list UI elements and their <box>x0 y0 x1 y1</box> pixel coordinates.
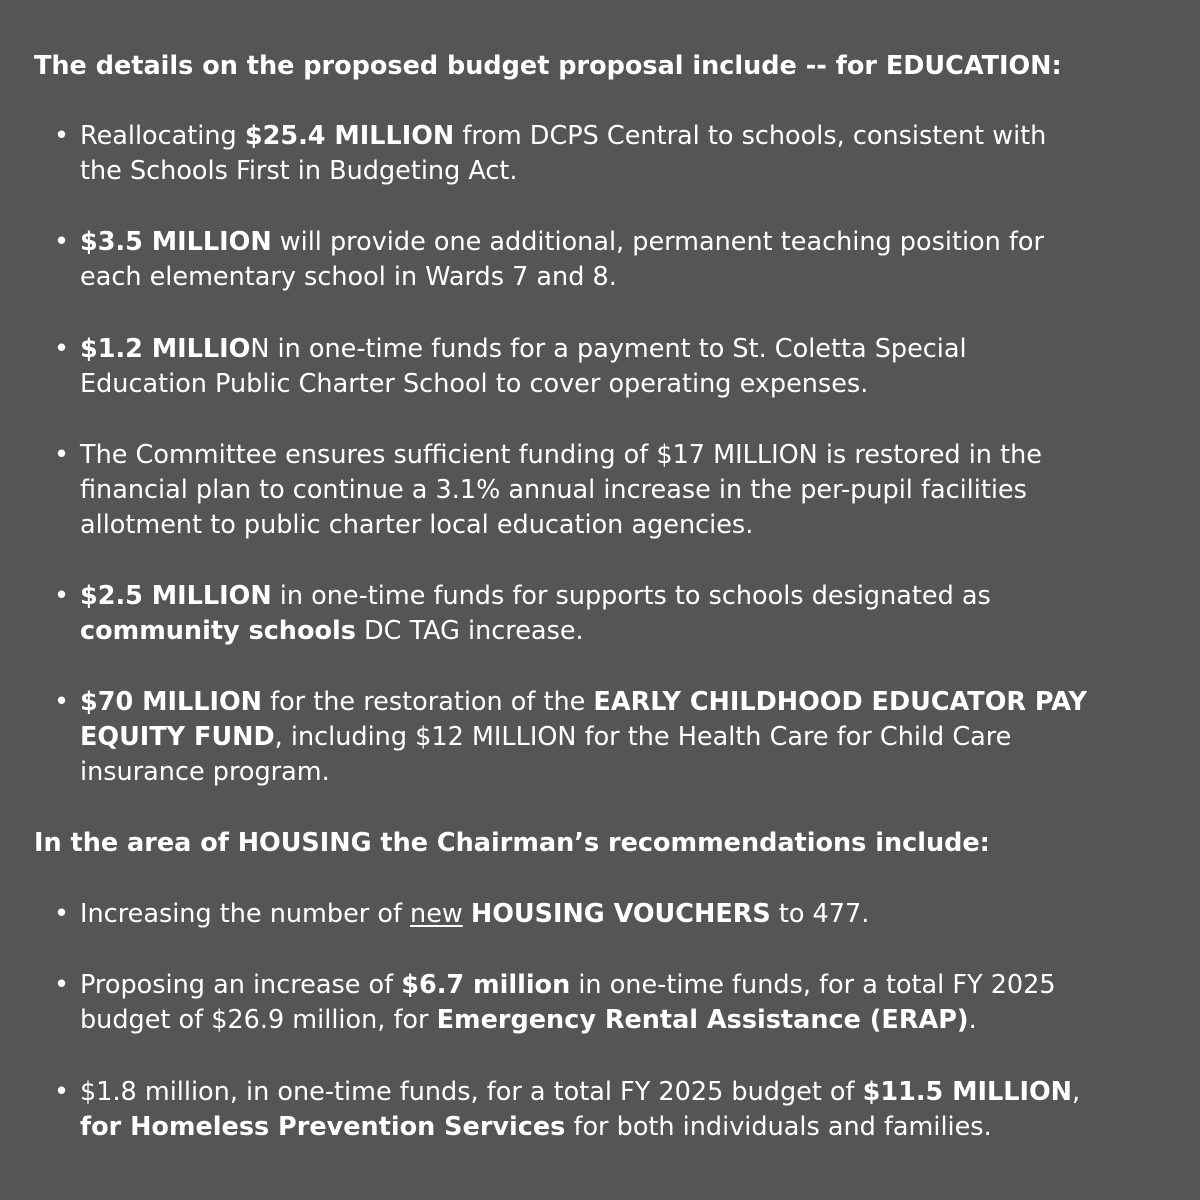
housing-heading: In the area of HOUSING the Chairman’s recommendations include: <box>34 828 990 858</box>
list-item <box>54 968 1154 1038</box>
list-item-text: The Committee ensures sufficient funding of $17 MILLION is restored in the financial plan to continue a 3.1% annual increase in the per-pupil facilities allotment to public charter local education agencies. <box>80 440 1042 540</box>
list-item-text: $70 MILLION for the restoration of the EARLY CHILDHOOD EDUCATOR PAY EQUITY FUND, including $12 MILLION for the Health Care for Child Care insurance program. <box>80 687 1087 787</box>
bullet-icon: • <box>54 687 70 717</box>
bullet-icon: • <box>54 334 70 364</box>
list-item <box>54 579 1154 649</box>
list-item <box>54 685 1154 790</box>
list-item <box>54 119 1154 189</box>
bullet-icon: • <box>54 581 70 611</box>
list-item-text: $3.5 MILLION will provide one additional, permanent teaching position for each elementary school in Wards 7 and 8. <box>80 227 1044 292</box>
list-item-text: $1.8 million, in one-time funds, for a total FY 2025 budget of $11.5 MILLION, for Homeless Prevention Services for both individuals and families. <box>80 1077 1081 1142</box>
list-item <box>54 225 1154 295</box>
bullet-icon: • <box>54 899 70 929</box>
list-item-text: Increasing the number of new HOUSING VOUCHERS to 477. <box>80 899 870 929</box>
list-item <box>54 1075 1154 1145</box>
bullet-icon: • <box>54 970 70 1000</box>
bullet-icon: • <box>54 227 70 257</box>
list-item-text: Proposing an increase of $6.7 million in one-time funds, for a total FY 2025 budget of $26.9 million, for Emergency Rental Assistance (ERAP). <box>80 970 1056 1035</box>
list-item-text: $1.2 MILLION in one-time funds for a payment to St. Coletta Special Education Public Charter School to cover operating expenses. <box>80 334 967 399</box>
bullet-icon: • <box>54 1077 70 1107</box>
bullet-icon: • <box>54 440 70 470</box>
education-heading: The details on the proposed budget proposal include -- for EDUCATION: <box>34 51 1062 81</box>
list-item <box>54 897 1154 932</box>
list-item <box>54 438 1154 543</box>
list-item-text: Reallocating $25.4 MILLION from DCPS Central to schools, consistent with the Schools First in Budgeting Act. <box>80 121 1047 186</box>
list-item-text: $2.5 MILLION in one-time funds for supports to schools designated as community schools DC TAG increase. <box>80 581 991 646</box>
bullet-icon: • <box>54 121 70 151</box>
list-item <box>54 332 1154 402</box>
